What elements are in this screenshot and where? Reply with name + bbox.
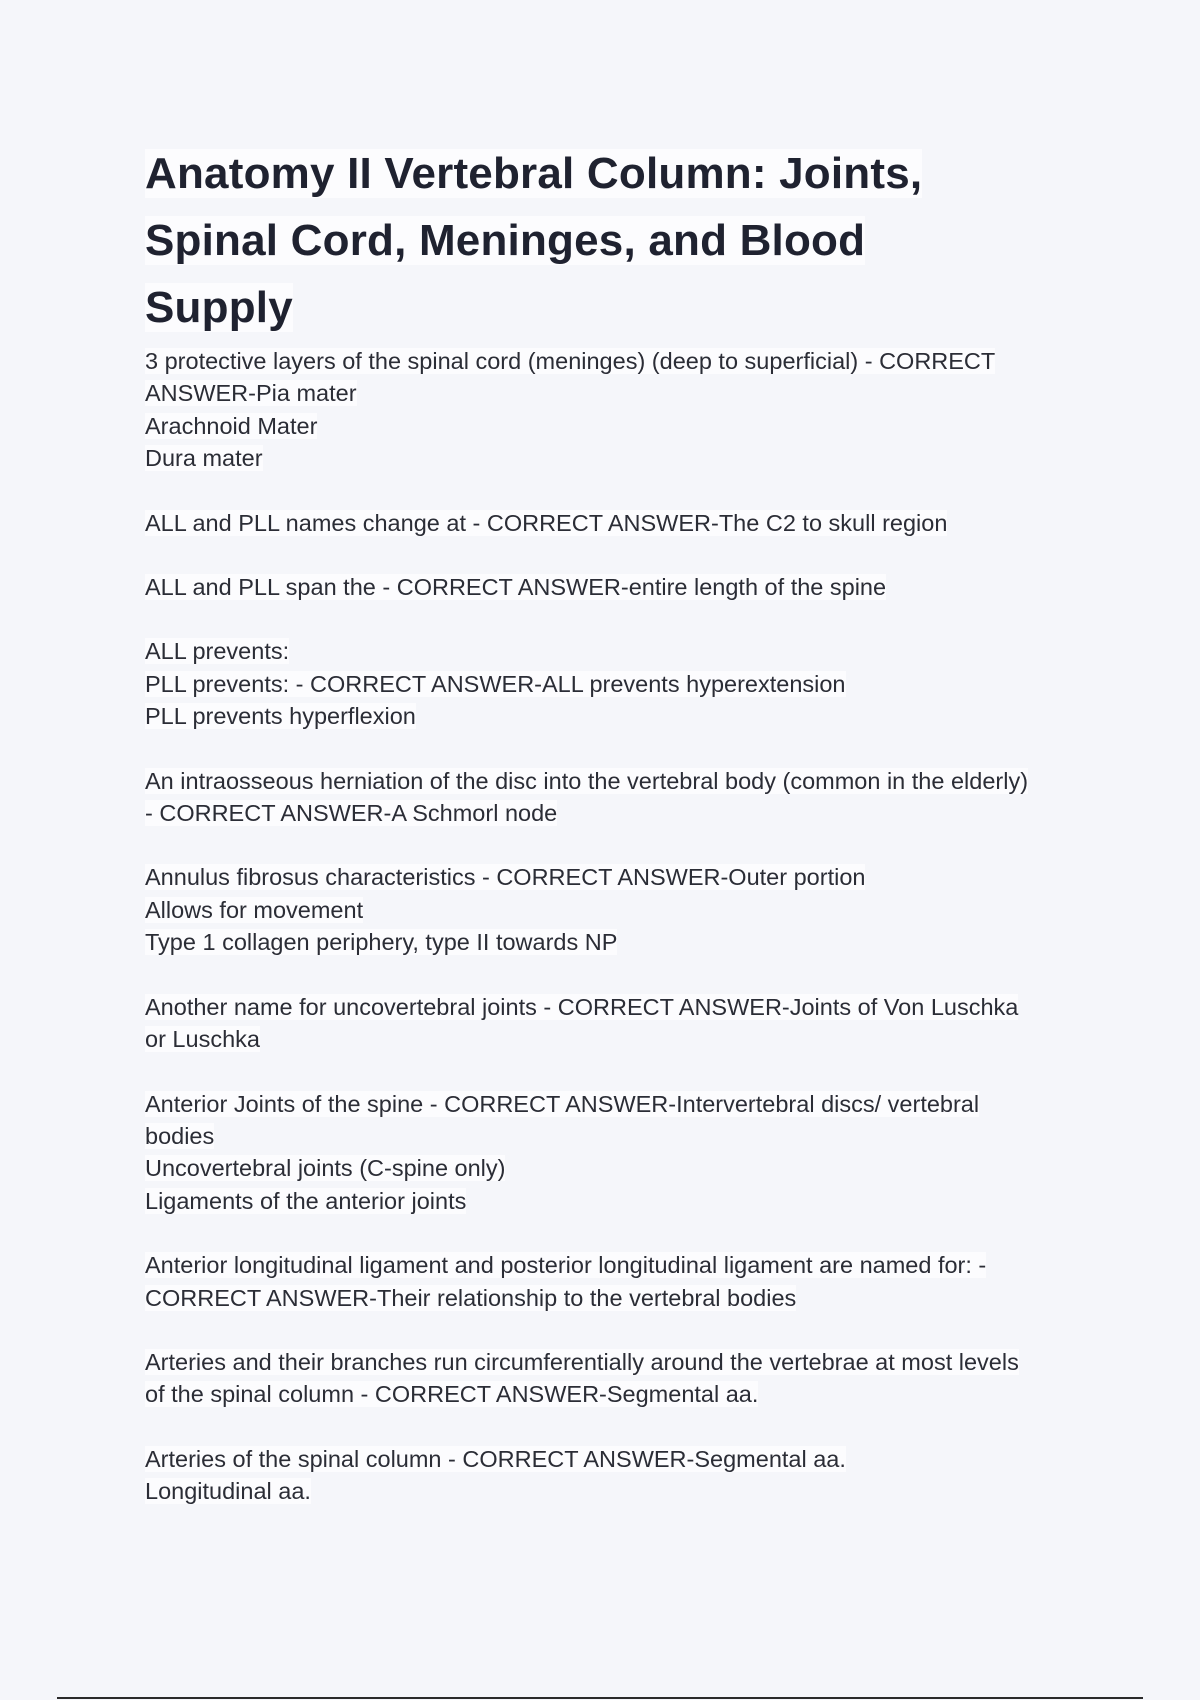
qa-line: ALL prevents: [145, 638, 290, 665]
qa-line: ALL and PLL span the - CORRECT ANSWER-entire length of the spine [145, 574, 887, 601]
qa-line: Annulus fibrosus characteristics - CORRECT ANSWER-Outer portion [145, 864, 866, 891]
qa-entry [145, 635, 1070, 732]
qa-entry [145, 765, 1070, 830]
qa-line: Uncovertebral joints (C-spine only) [145, 1155, 506, 1182]
qa-line: ALL and PLL names change at - CORRECT ANSWER-The C2 to skull region [145, 509, 948, 536]
qa-line: An intraosseous herniation of the disc into the vertebral body (common in the elderly) [145, 767, 1029, 794]
qa-line: Arteries of the spinal column - CORRECT ANSWER-Segmental aa. [145, 1445, 846, 1472]
qa-line: of the spinal column - CORRECT ANSWER-Segmental aa. [145, 1381, 759, 1408]
qa-line: bodies [145, 1122, 215, 1149]
qa-entry [145, 507, 1070, 539]
qa-entry [145, 1346, 1070, 1411]
qa-entry [145, 345, 1070, 475]
document-title [145, 140, 1070, 341]
qa-line: Arteries and their branches run circumferentially around the vertebrae at most levels [145, 1348, 1019, 1375]
qa-line: Arachnoid Mater [145, 412, 318, 439]
title-line: Anatomy II Vertebral Column: Joints, [145, 149, 923, 198]
qa-entry [145, 1443, 1070, 1508]
qa-line: Type 1 collagen periphery, type II towards NP [145, 929, 618, 956]
qa-line: CORRECT ANSWER-Their relationship to the vertebral bodies [145, 1284, 797, 1311]
qa-line: - CORRECT ANSWER-A Schmorl node [145, 800, 558, 827]
title-line: Spinal Cord, Meninges, and Blood [145, 216, 866, 265]
title-line: Supply [145, 283, 293, 332]
qa-line: ANSWER-Pia mater [145, 380, 357, 407]
qa-line: 3 protective layers of the spinal cord (meninges) (deep to superficial) - CORRECT [145, 348, 996, 374]
qa-entry [145, 1249, 1070, 1314]
qa-entry [145, 861, 1070, 958]
qa-line: Ligaments of the anterior joints [145, 1187, 467, 1214]
qa-line: Another name for uncovertebral joints - CORRECT ANSWER-Joints of Von Luschka [145, 993, 1019, 1020]
qa-line: Longitudinal aa. [145, 1478, 311, 1505]
qa-line: or Luschka [145, 1026, 260, 1053]
qa-line: Dura mater [145, 445, 263, 472]
qa-entry [145, 991, 1070, 1056]
document-page [145, 140, 1070, 1540]
qa-entry [145, 571, 1070, 603]
qa-line: PLL prevents hyperflexion [145, 703, 416, 730]
qa-line: Anterior longitudinal ligament and posterior longitudinal ligament are named for: - [145, 1252, 987, 1279]
qa-line: PLL prevents: - CORRECT ANSWER-ALL prevents hyperextension [145, 670, 846, 697]
qa-entry [145, 1088, 1070, 1218]
page-bottom-rule [57, 1697, 1143, 1699]
qa-line: Allows for movement [145, 896, 364, 923]
qa-line: Anterior Joints of the spine - CORRECT ANSWER-Intervertebral discs/ vertebral [145, 1090, 980, 1117]
